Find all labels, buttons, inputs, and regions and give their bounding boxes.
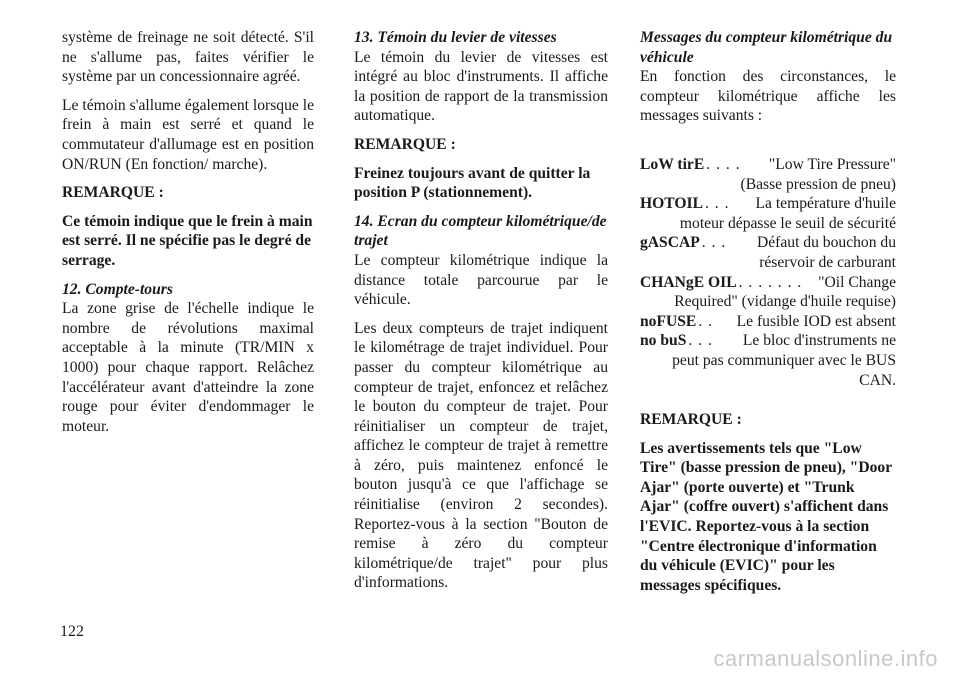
message-desc: La température d'huile [755,195,896,213]
message-item: gASCAP . . . Défaut du bouchon du réservoir de carburant [640,234,896,271]
message-desc: Défaut du bouchon du [756,234,896,252]
section-heading-14: 14. Ecran du compteur kilométrique/de trajet [354,212,607,250]
message-desc-cont: (Basse pression de pneu) [740,175,896,193]
message-code: CHANgE OIL [640,273,737,291]
message-desc: "Low Tire Pressure" [768,155,896,173]
message-desc: "Oil Change [818,273,896,291]
note-label: REMARQUE : [62,184,164,202]
message-item: no buS . . . Le bloc d'instruments ne peut pas communiquer avec le BUS CAN. [640,332,896,389]
column-right [640,28,896,604]
paragraph: Le témoin s'allume également lorsque le frein à main est serré et quand le commutateur d'allumage est en position ON/RUN (En fonction/ marche). [62,96,314,173]
message-item: CHANgE OIL . . . . . . . "Oil Change Required" (vidange d'huile requise) [640,273,896,311]
message-list [640,155,896,390]
note-label: REMARQUE : [640,411,742,429]
page-number: 122 [60,623,84,640]
paragraph: Les deux compteurs de trajet indiquent le kilométrage de trajet individuel. Pour passer du compteur kilométrique au compteur de trajet, enfoncez et relâchez le bouton du compteur de trajet. Pour réinitialiser un compteur de trajet, affichez le compteur de trajet à remettre à zéro, puis maintenez enfoncé le bouton jusqu'à ce que l'affichage se réinitialise (environ 2 secondes). Reportez-vous à la section "Bouton de remise à zéro du compteur kilométrique/de trajet" pour plus d'informations. [354,319,608,592]
paragraph: En fonction des circonstances, le compteur kilométrique affiche les messages suivants : [640,68,896,125]
message-desc-cont: peut pas communiquer avec le BUS CAN. [672,351,896,389]
section-heading-13: 13. Témoin du levier de vitesses [354,29,557,46]
section-heading-12: 12. Compte-tours [62,280,173,298]
column-left [62,28,314,445]
paragraph: système de freinage ne soit détecté. S'il ne s'allume pas, faites vérifier le système par un concessionnaire agréé. [62,29,314,86]
note-text: Ce témoin indique que le frein à main est serré. Il ne spécifie pas le degré de serrage. [62,212,313,269]
note-label: REMARQUE : [354,135,456,153]
paragraph: La zone grise de l'échelle indique le nombre de révolutions maximal acceptable à la minute (TR/MIN x 1000) pour chaque rapport. Relâchez l'accélérateur avant d'atteindre la zone rouge pour éviter d'endommager le moteur. [62,300,314,435]
paragraph: Le témoin du levier de vitesses est intégré au bloc d'instruments. Il affiche la position de rapport de la transmission automatique. [354,48,608,125]
message-desc-cont: réservoir de carburant [759,253,896,271]
section-heading-messages: Messages du compteur kilométrique du véhicule [640,29,893,66]
message-code: no buS [640,332,687,350]
message-desc: Le fusible IOD est absent [736,312,896,330]
message-desc-cont: moteur dépasse le seuil de sécurité [679,214,896,232]
message-item: HOTOIL . . . La température d'huile moteur dépasse le seuil de sécurité [640,195,896,232]
note-text: Les avertissements tels que "Low Tire" (basse pression de pneu), "Door Ajar" (porte ouverte) et "Trunk Ajar" (coffre ouvert) s'affichent dans l'EVIC. Reportez-vous à la section "Centre électronique d'information du véhicule (EVIC)" pour les messages spécifiques. [640,439,892,594]
message-code: HOTOIL [640,195,703,213]
message-code: noFUSE [640,312,697,330]
watermark: carmanualsonline.info [713,646,938,671]
message-code: gASCAP [640,234,700,252]
message-item: LoW tirE . . . . "Low Tire Pressure" (Basse pression de pneu) [640,155,896,193]
message-item: noFUSE . . Le fusible IOD est absent [640,312,896,330]
message-desc-cont: Required" (vidange d'huile requise) [674,293,896,311]
note-text: Freinez toujours avant de quitter la position P (stationnement). [354,164,591,202]
message-code: LoW tirE [640,155,705,173]
paragraph: Le compteur kilométrique indique la distance totale parcourue par le véhicule. [354,251,608,309]
column-middle [354,28,608,602]
message-desc: Le bloc d'instruments ne [742,332,896,350]
